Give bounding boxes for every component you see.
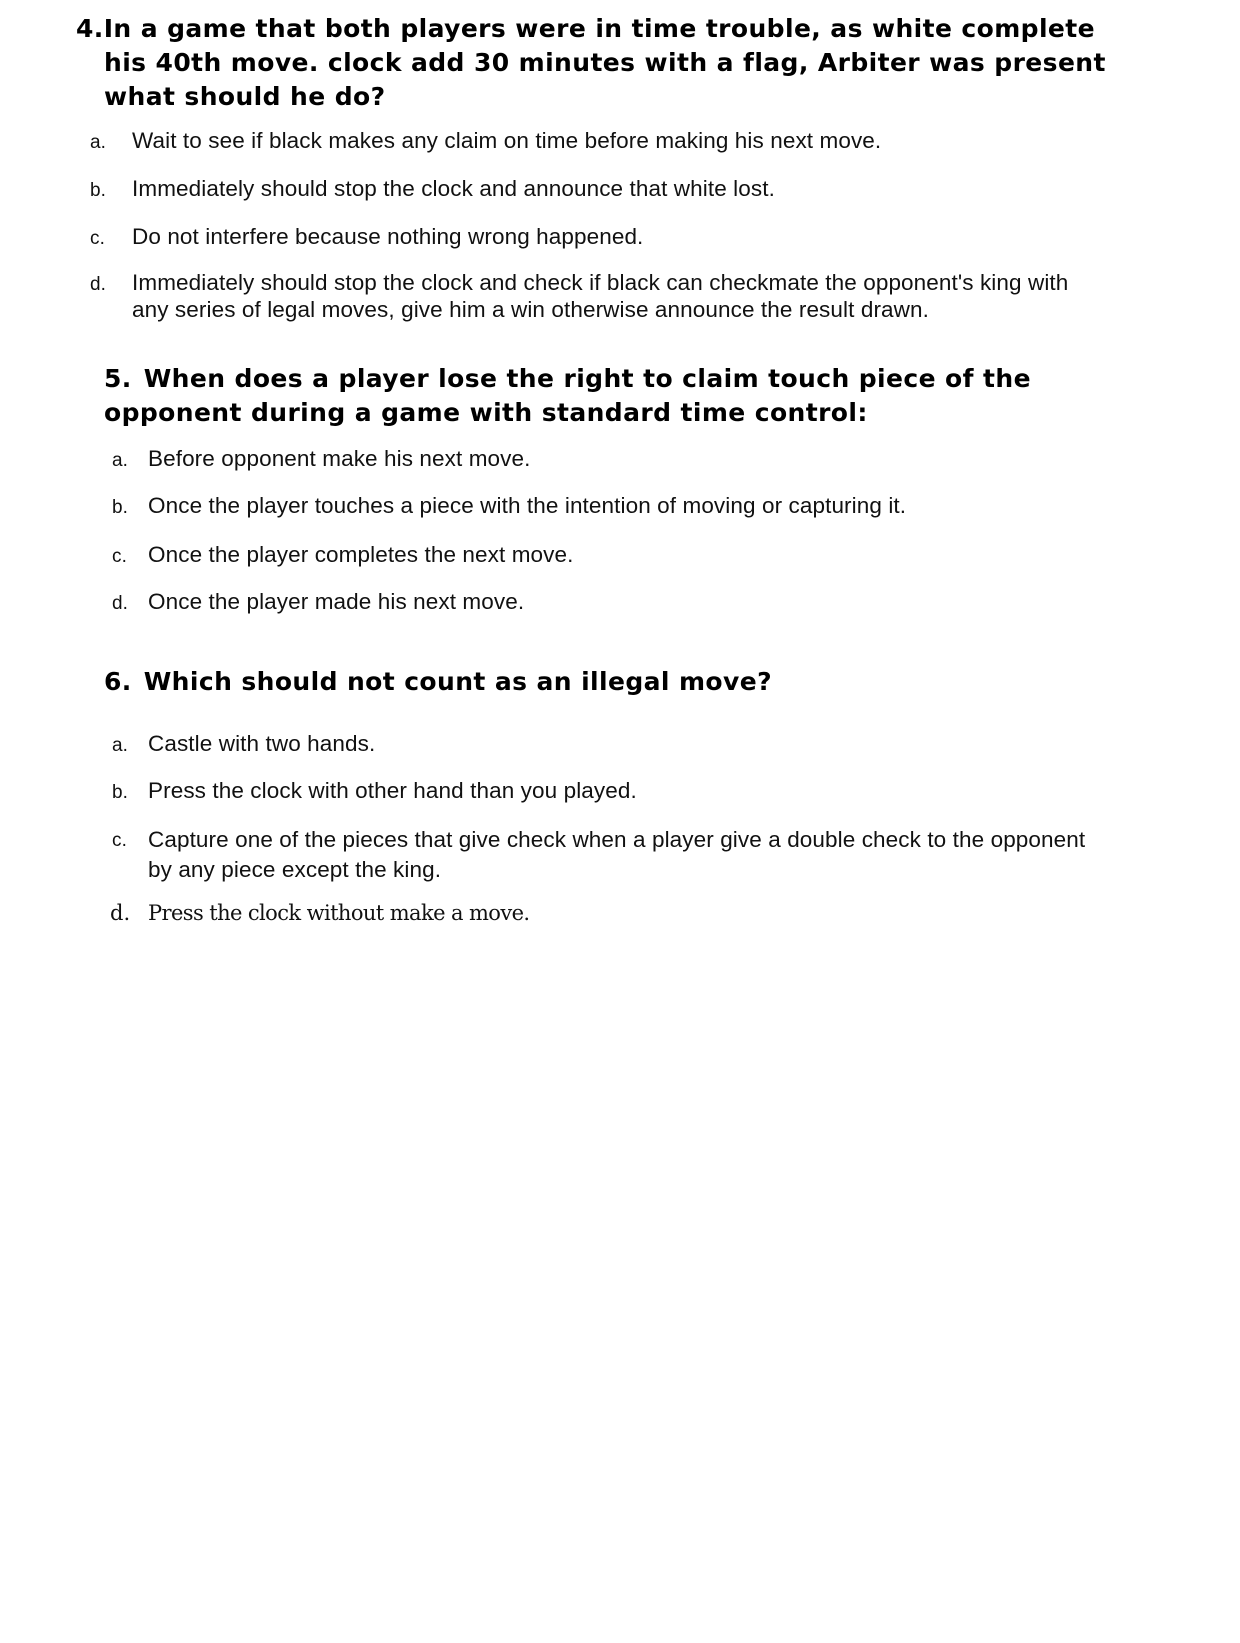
option-text: Castle with two hands.: [148, 731, 376, 756]
option-letter: d.: [90, 274, 107, 295]
question-4-title: [76, 12, 1106, 114]
option-text: Once the player made his next move.: [148, 589, 525, 614]
question-5-text-1: When does a player lose the right to claim touch piece of the: [143, 364, 1031, 393]
option-letter: b.: [112, 782, 129, 803]
option-text: Before opponent make his next move.: [148, 446, 531, 471]
option-text: Immediately should stop the clock and announce that white lost.: [132, 176, 775, 201]
option-text: Do not interfere because nothing wrong happened.: [132, 224, 644, 249]
option-text: Once the player touches a piece with the intention of moving or capturing it.: [148, 493, 907, 518]
option-letter: c.: [112, 546, 127, 567]
question-5-line-2: opponent during a game with standard time control:: [104, 398, 868, 427]
option-text: Once the player completes the next move.: [148, 542, 574, 567]
option-letter: a.: [112, 735, 129, 756]
option-letter: d.: [110, 901, 131, 925]
option-letter: a.: [112, 450, 129, 471]
question-4-line-1: [76, 12, 1106, 46]
question-5-line-1: [104, 362, 1031, 396]
option-letter: c.: [112, 830, 127, 851]
question-4-line-3: what should he do?: [104, 82, 386, 111]
question-6-number: 6.: [104, 667, 132, 696]
question-4-text-1: In a game that both players were in time trouble, as white complete: [103, 14, 1095, 43]
option-letter: b.: [90, 180, 107, 201]
option-letter: b.: [112, 497, 129, 518]
option-text: Press the clock with other hand than you played.: [148, 778, 637, 803]
question-6-title: [104, 665, 772, 699]
option-text: Immediately should stop the clock and check if black can checkmate the opponent's king with any series of legal moves, give him a win otherwise announce the result drawn.: [132, 270, 1069, 322]
option-text: Press the clock without make a move.: [148, 901, 530, 925]
question-6-text-1: Which should not count as an illegal move?: [143, 667, 772, 696]
option-letter: c.: [90, 228, 105, 249]
question-6-line-1: [104, 665, 772, 699]
option-text: Capture one of the pieces that give check when a player give a double check to the opponent by any piece except the king.: [148, 827, 1086, 882]
option-letter: d.: [112, 593, 129, 614]
question-4-line-2: his 40th move. clock add 30 minutes with a flag, Arbiter was present: [104, 48, 1106, 77]
question-4-number: 4.: [76, 14, 104, 43]
question-5-number: 5.: [104, 364, 132, 393]
question-5-title: [104, 362, 1031, 430]
option-letter: a.: [90, 132, 107, 153]
option-text: Wait to see if black makes any claim on time before making his next move.: [132, 128, 882, 153]
